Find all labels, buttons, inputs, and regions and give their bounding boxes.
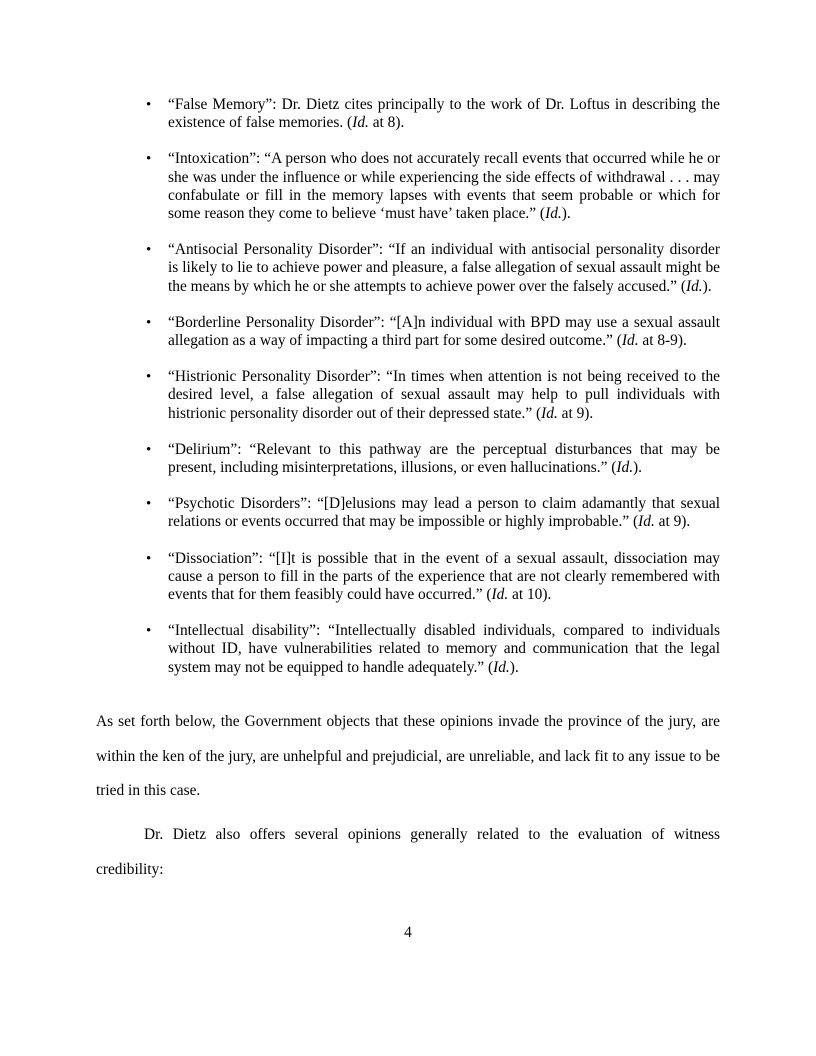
list-item: • “Histrionic Personality Disorder”: “In times when attention is not being received to the desired level, a false allegation of sexual assault may help to pull individuals with histrionic personality disorder out of their depressed state.” (Id. at 9).	[168, 368, 720, 423]
body-paragraph: As set forth below, the Government objects that these opinions invade the province of the jury, are within the ken of the jury, are unhelpful and prejudicial, are unreliable, and lack fit to any issue to be tried in this case.	[96, 713, 720, 799]
citation: Id.	[685, 277, 703, 295]
citation: Id.	[638, 513, 655, 531]
citation: Id.	[616, 459, 634, 477]
list-item: • “Dissociation”: “[I]t is possible that in the event of a sexual assault, dissociation may cause a person to fill in the parts of the experience that are not clearly remembered with events that for them feasibly could have occurred.” (Id. at 10).	[168, 550, 720, 605]
list-item: • “Delirium”: “Relevant to this pathway are the perceptual disturbances that may be present, including misinterpretations, illusions, or even hallucinations.” (Id.).	[168, 441, 720, 477]
body-paragraph: Dr. Dietz also offers several opinions generally related to the evaluation of witness credibility:	[96, 826, 720, 878]
citation: Id.	[493, 658, 510, 676]
page-number: 4	[404, 924, 412, 941]
citation: Id.	[621, 332, 639, 350]
list-item: • “Psychotic Disorders”: “[D]elusions may lead a person to claim adamantly that sexual relations or events occurred that may be impossible or highly improbable.” (Id. at 9).	[168, 495, 720, 531]
citation: Id.	[491, 586, 509, 604]
list-item: • “Intellectual disability”: “Intellectually disabled individuals, compared to individuals without ID, have vulnerabilities related to memory and communication that the legal system may not be equipped to handle adequately.” (Id.).	[168, 622, 720, 677]
opinion-list	[168, 96, 720, 695]
list-item: • “Antisocial Personality Disorder”: “If an individual with antisocial personality disorder is likely to lie to achieve power and pleasure, a false allegation of sexual assault might be the means by which he or she attempts to achieve power over the falsely accused.” (Id.).	[168, 241, 720, 296]
citation: Id.	[352, 114, 369, 132]
list-item: • “Borderline Personality Disorder”: “[A]n individual with BPD may use a sexual assault allegation as a way of impacting a third part for some desired outcome.” (Id. at 8-9).	[168, 314, 720, 350]
list-item: • “Intoxication”: “A person who does not accurately recall events that occurred while he or she was under the influence or while experiencing the side effects of withdrawal . . . may confabulate or fill in the memory lapses with events that seem probable or which for some reason they come to believe ‘must have’ taken place.” (Id.).	[168, 150, 720, 223]
list-item: • “False Memory”: Dr. Dietz cites principally to the work of Dr. Loftus in describing the existence of false memories. (Id. at 8).	[168, 96, 720, 132]
citation: Id.	[545, 205, 562, 223]
citation: Id.	[541, 404, 558, 422]
